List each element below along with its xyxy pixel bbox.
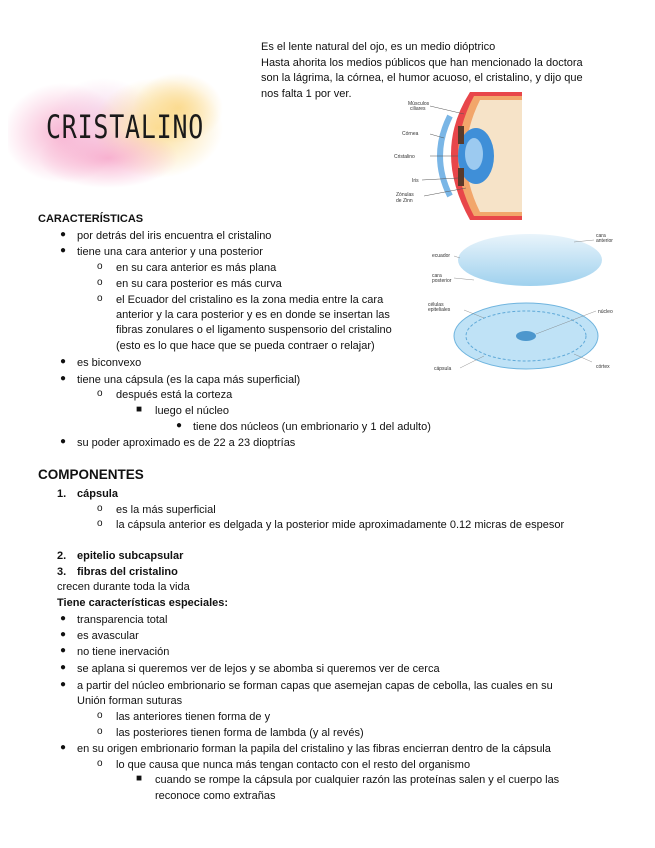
bullet-dot: ● [176,420,183,431]
list-item: cuando se rompe la cápsula por cualquier razón las proteínas salen y el cuerpo las [155,774,560,786]
intro-line: Hasta ahorita los medios públicos que han mencionado la doctora [261,56,583,69]
numbered-marker: 1. [57,488,67,500]
section-heading: CARACTERÍSTICAS [38,213,144,225]
eye-label: de Zinn [396,198,413,204]
intro-line: nos falta 1 por ver. [261,87,352,100]
bullet-circle: o [97,503,103,514]
numbered-marker: 3. [57,566,67,578]
eye-label: Iris [412,178,419,184]
list-item: tiene una cápsula (es la capa más superficial) [77,374,301,386]
bullet-dot: ● [60,679,67,690]
bullet-circle: o [97,758,103,769]
list-item: su poder aproximado es de 22 a 23 dioptrías [77,437,296,449]
component-title: epitelio subcapsular [77,550,184,562]
component-title: cápsula [77,488,118,500]
list-item: transparencia total [77,614,168,626]
list-item: en su origen embrionario forman la papila del cristalino y las fibras encierran dentro de la cápsula [77,743,551,755]
lens-label: córtex [596,364,610,370]
list-item-cont: (esto es lo que hace que se pueda contraer o relajar) [116,340,375,352]
list-item: es biconvexo [77,357,142,369]
bullet-dot: ● [60,742,67,753]
list-item: tiene una cara anterior y una posterior [77,246,263,258]
list-item: en su cara anterior es más plana [116,262,277,274]
list-item: la cápsula anterior es delgada y la posterior mide aproximadamente 0.12 micras de espesor [116,519,565,531]
list-item: las anteriores tienen forma de y [116,711,271,723]
bullet-circle: o [97,293,103,304]
list-item: luego el núcleo [155,405,230,417]
bullet-dot: ● [60,645,67,656]
lens-label: cara [432,273,442,279]
iris-bottom [458,168,464,186]
lens-label: cara [596,233,606,239]
intro-line: Es el lente natural del ojo, es un medio dióptrico [261,41,496,53]
eye-label: Cristalino [394,154,415,160]
eye-label: Zónulas [396,192,414,198]
lens-label: núcleo [598,309,613,315]
lens-label: posterior [432,278,452,284]
bullet-circle: o [97,277,103,288]
list-item: por detrás del iris encuentra el cristalino [77,230,272,242]
bullet-dot: ● [60,356,67,367]
lens-label: epiteliales [428,307,451,313]
subheading: Tiene características especiales: [57,597,229,609]
eye-label: Músculos [408,101,430,107]
list-item: el Ecuador del cristalino es la zona media entre la cara [116,294,384,306]
eye-label: ciliares [410,106,426,112]
bullet-circle: o [97,726,103,737]
list-item: es la más superficial [116,504,216,516]
list-item: en su cara posterior es más curva [116,278,282,290]
list-item: las posteriores tienen forma de lambda (y al revés) [116,727,364,739]
bullet-circle: o [97,261,103,272]
intro-line: son la lágrima, la córnea, el humor acuoso, el cristalino, y dijo que [261,72,583,84]
list-item-cont: anterior y la cara posterior y es en donde se insertan las [116,309,390,321]
lens-highlight [465,138,483,170]
component-title: fibras del cristalino [77,566,178,578]
lens-label: anterior [596,238,613,244]
list-item: a partir del núcleo embrionario se forman capas que asemejan capas de cebolla, las cuales en su [77,680,553,692]
bullet-dot: ● [60,229,67,240]
list-item: es avascular [77,630,139,642]
lens-label: cápsula [434,366,452,372]
bullet-circle: o [97,710,103,721]
list-item: tiene dos núcleos (un embrionario y 1 del adulto) [193,421,431,433]
lens-diagram [424,226,634,376]
list-item: después está la corteza [116,389,233,401]
bullet-dot: ● [60,662,67,673]
eye-label: Córnea [402,131,419,137]
bullet-dot: ● [60,629,67,640]
bullet-dot: ● [60,245,67,256]
lens-side-shape [458,234,602,286]
list-item-cont: reconoce como extrañas [155,790,276,802]
lens-label: ecuador [432,253,451,259]
bullet-square: ■ [136,773,143,784]
list-item: no tiene inervación [77,646,170,658]
bullet-dot: ● [60,436,67,447]
paragraph-line: crecen durante toda la vida [57,581,190,593]
bullet-square: ■ [136,404,143,415]
list-item: se aplana si queremos ver de lejos y se abomba si queremos ver de cerca [77,663,440,675]
lens-nucleus-shape [516,331,536,341]
bullet-circle: o [97,388,103,399]
eye-diagram [392,92,522,220]
bullet-dot: ● [60,373,67,384]
list-item-cont: fibras zonulares o el ligamento suspensorio del cristalino [116,324,392,336]
list-item: lo que causa que nunca más tengan contacto con el resto del organismo [116,759,471,771]
lens-label: células [428,302,444,308]
bullet-dot: ● [60,613,67,624]
section-heading: COMPONENTES [38,467,144,482]
page-title: CRISTALINO [46,108,205,146]
list-item-cont: Unión forman suturas [77,695,183,707]
bullet-circle: o [97,518,103,529]
iris-top [458,126,464,144]
numbered-marker: 2. [57,550,67,562]
